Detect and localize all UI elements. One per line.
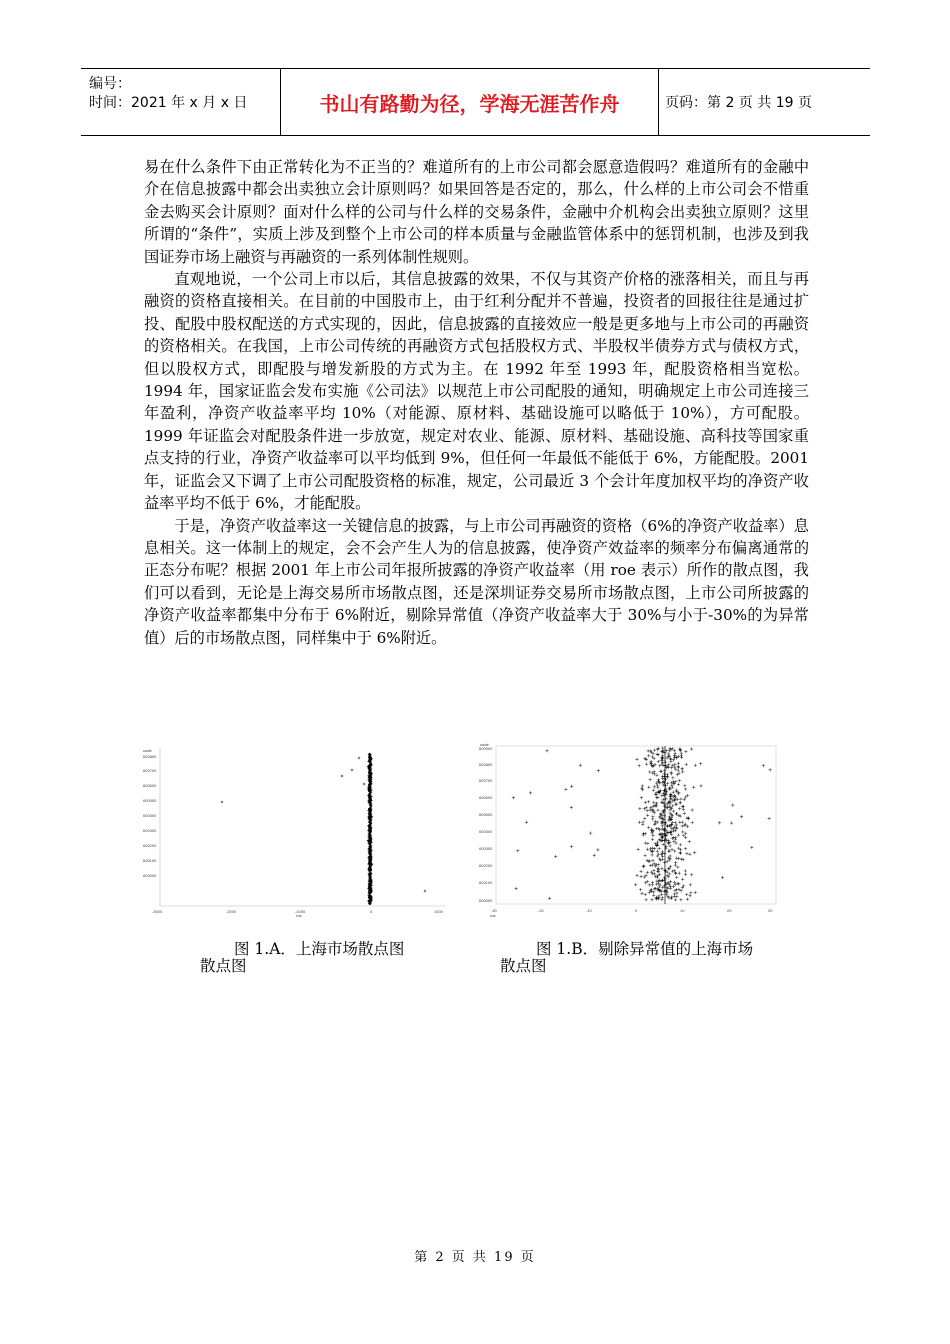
svg-text:600600: 600600: [143, 783, 157, 788]
svg-text:600400: 600400: [143, 813, 157, 818]
svg-text:-20: -20: [538, 908, 544, 913]
svg-text:600500: 600500: [143, 798, 157, 803]
svg-text:600800: 600800: [479, 762, 493, 767]
document-time-label: 时间：2021 年 x 月 x 日: [89, 95, 248, 111]
svg-text:-30: -30: [491, 908, 497, 913]
paragraph: 于是，净资产收益率这一关键信息的披露，与上市公司再融资的资格（6%的净资产收益率）息息相关。这一体制上的规定，会不会产生人为的信息披露，使净资产效益率的频率分布偏离通常的正态分布呢？根据 2001 年上市公司年报所披露的净资产收益率（用 roe 表示）所作的散点图，我们可以看到，无论是上海交易所市场散点图，还是深圳证券交易所市场散点图，上市公司所披露的净资产收益率都集中分布于 6%附近，剔除异常值（净资产收益率大于 30%与小于-30%的为异常值）后的市场散点图，同样集中于 6%附近。: [144, 516, 809, 647]
svg-text:0: 0: [635, 908, 638, 913]
svg-text:20: 20: [727, 908, 732, 913]
svg-text:600600: 600600: [479, 795, 493, 800]
figure-b-caption-cut: 散点图: [500, 957, 547, 975]
svg-text:-10: -10: [586, 908, 592, 913]
x-axis-label: roe: [490, 913, 496, 918]
header-meta: [81, 69, 281, 135]
header-table: [81, 68, 870, 136]
body-text: [144, 156, 809, 649]
svg-text:600100: 600100: [143, 858, 157, 863]
svg-text:600400: 600400: [479, 829, 493, 834]
svg-text:600700: 600700: [143, 768, 157, 773]
figure-b-caption: 图 1.B．剔除异常值的上海市场: [536, 940, 754, 958]
svg-text:0: 0: [370, 909, 373, 914]
svg-text:600000: 600000: [143, 873, 157, 878]
paragraph: 直观地说，一个公司上市以后，其信息披露的效果，不仅与其资产价格的涨落相关，而且与再融资的资格直接相关。在目前的中国股市上，由于红利分配并不普遍，投资者的回报往往是通过扩投、配股中股权配送的方式实现的，因此，信息披露的直接效应一般是更多地与上市公司的再融资的资格相关。在我国，上市公司传统的再融资方式包括股权方式、半股权半债券方式与债权方式，但以股权方式，即配股与增发新股的方式为主。在 1992 年至 1993 年，配股资格相当宽松。1994 年，国家证监会发布实施《公司法》以规范上市公司配股的通知，明确规定上市公司连接三年盈利，净资产收益率平均 10%（对能源、原材料、基础设施可以略低于 10%），方可配股。1999 年证监会对配股条件进一步放宽，规定对农业、能源、原材料、基础设施、高科技等国家重点支持的行业，净资产收益率可以平均低到 9%，但任何一年最低不能低于 6%，方能配股。2001 年，证监会又下调了上市公司配股资格的标准，规定，公司最近 3 个会计年度加权平均的净资产收益率平均不低于 6%，才能配股。: [144, 270, 809, 513]
svg-text:600500: 600500: [479, 812, 493, 817]
svg-text:-3000: -3000: [152, 909, 163, 914]
figure-a-caption-cut: 散点图: [200, 957, 247, 975]
svg-text:600200: 600200: [479, 863, 493, 868]
y-axis-ticks: [143, 754, 157, 878]
paragraph-continued: 易在什么条件下由正常转化为不正当的？难道所有的上市公司都会愿意造假吗？难道所有的金融中介在信息披露中都会出卖独立会计原则吗？如果回答是否定的，那么，什么样的上市公司会不惜重金去购买会计原则？面对什么样的公司与什么样的交易条件，金融中介机构会出卖独立原则？这里所谓的“条件”，实质上涉及到整个上市公司的样本质量与金融监管体系中的惩罚机制，也涉及到我国证券市场上融资与再融资的一系列体制性规则。: [144, 158, 809, 266]
y-axis-label: code: [143, 748, 152, 753]
scatter-plot-shanghai-trimmed: [476, 742, 780, 918]
svg-text:600300: 600300: [143, 828, 157, 833]
page-footer: 第 2 页 共 19 页: [414, 1250, 536, 1265]
svg-text:600800: 600800: [143, 754, 157, 759]
header-motto: 书山有路勤为径，学海无涯苦作舟: [281, 69, 659, 135]
svg-text:30: 30: [768, 908, 773, 913]
svg-text:-1000: -1000: [295, 909, 306, 914]
svg-text:1000: 1000: [434, 909, 443, 914]
svg-text:10: 10: [680, 908, 685, 913]
y-axis-label: code: [480, 742, 489, 747]
x-axis-label: roe: [296, 913, 302, 918]
figure-a-caption: 图 1.A．上海市场散点图: [234, 940, 405, 958]
svg-text:600300: 600300: [479, 846, 493, 851]
header-page-info: 页码：第 2 页 共 19 页: [665, 95, 812, 111]
svg-text:600700: 600700: [479, 778, 493, 783]
svg-text:600000: 600000: [479, 898, 493, 903]
svg-text:600200: 600200: [143, 843, 157, 848]
document-number-label: 编号：: [89, 76, 131, 92]
scatter-plot-shanghai: [140, 746, 452, 918]
svg-text:-2000: -2000: [226, 909, 237, 914]
svg-text:600100: 600100: [479, 880, 493, 885]
svg-text:600900: 600900: [479, 746, 493, 751]
